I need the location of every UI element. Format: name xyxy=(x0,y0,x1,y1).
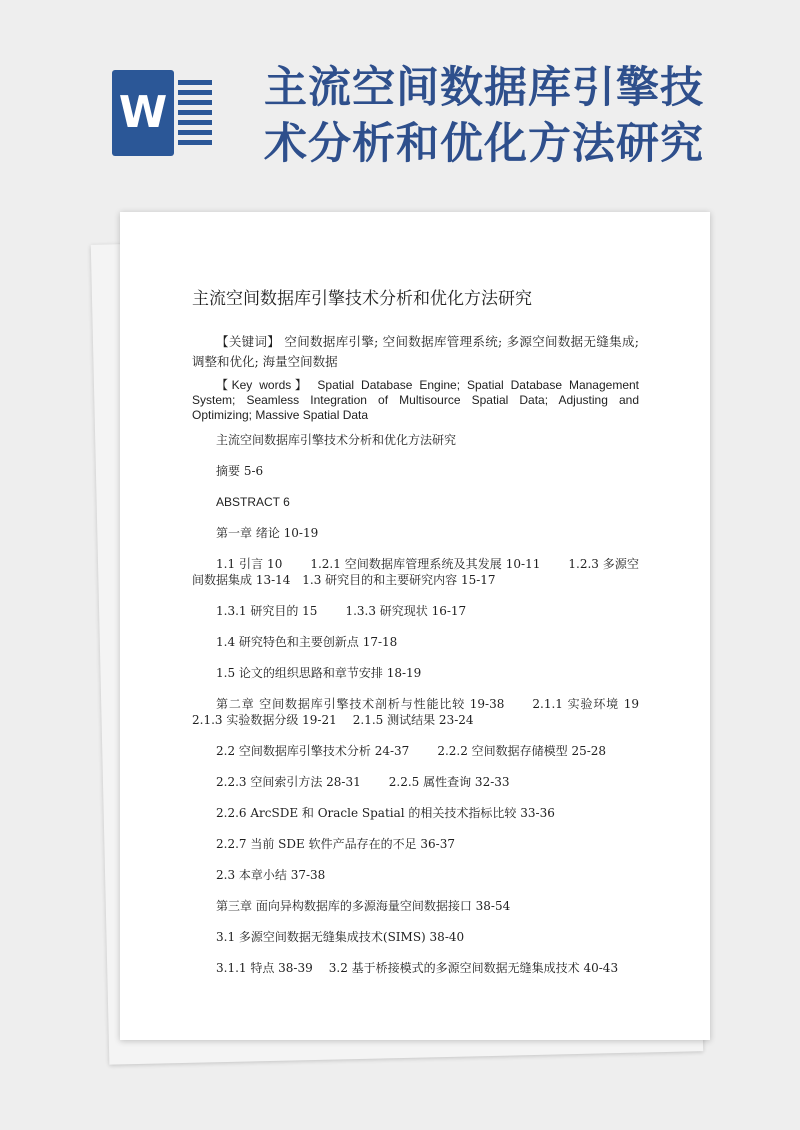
toc-entry: 2.2.6 ArcSDE 和 Oracle Spatial 的相关技术指标比较 33-36 xyxy=(216,806,555,820)
toc-entry: 2.2.7 当前 SDE 软件产品存在的不足 36-37 xyxy=(216,837,455,851)
toc-entry: 2.1.1 实验环境 19 xyxy=(532,697,639,711)
toc-line xyxy=(192,960,639,976)
toc-entry: ABSTRACT 6 xyxy=(216,495,290,509)
toc-entry: 2.2.5 属性查询 32-33 xyxy=(388,775,510,789)
toc-line xyxy=(192,634,639,650)
toc-line xyxy=(192,696,639,728)
toc-entry: 1.3 研究目的和主要研究内容 15-17 xyxy=(302,573,496,587)
toc-line xyxy=(192,603,639,619)
toc-line xyxy=(192,665,639,681)
toc-entry: 2.2.2 空间数据存储模型 25-28 xyxy=(437,744,607,758)
toc-line xyxy=(192,929,639,945)
toc-entry: 1.2.3 多源空间数据集成 13-14 xyxy=(192,557,639,587)
toc-line xyxy=(192,774,639,790)
toc-line xyxy=(192,836,639,852)
banner-title: 主流空间数据库引擎技术分析和优化方法研究 xyxy=(264,63,704,169)
toc-entry: 1.3.3 研究现状 16-17 xyxy=(345,604,467,618)
toc-entry: 第三章 面向异构数据库的多源海量空间数据接口 38-54 xyxy=(216,899,511,913)
toc-entry: 第一章 绪论 10-19 xyxy=(216,526,319,540)
toc-line xyxy=(192,556,639,588)
document-page xyxy=(120,212,710,1040)
toc-entry: 2.2.3 空间索引方法 28-31 xyxy=(216,775,361,789)
toc-line xyxy=(192,463,639,479)
toc-entry: 1.1 引言 10 xyxy=(216,557,283,571)
toc-entry: 3.1 多源空间数据无缝集成技术(SIMS) 38-40 xyxy=(216,930,465,944)
toc-entry: 1.4 研究特色和主要创新点 17-18 xyxy=(216,635,398,649)
toc-entry: 2.1.5 测试结果 23-24 xyxy=(352,713,474,727)
toc-line xyxy=(192,898,639,914)
toc-entry: 1.5 论文的组织思路和章节安排 18-19 xyxy=(216,666,422,680)
toc-entry: 1.3.1 研究目的 15 xyxy=(216,604,318,618)
word-logo-lines xyxy=(178,80,212,150)
toc-entry: 2.2 空间数据库引擎技术分析 24-37 xyxy=(216,744,410,758)
keywords-chinese: 【关键词】 空间数据库引擎; 空间数据库管理系统; 多源空间数据无缝集成; 调整和优化; 海量空间数据 xyxy=(192,334,639,369)
keywords-english: 【Key words】 Spatial Database Engine; Spatial Database Management System; Seamless Integration of Multisource Spatial Data; Adjusting and Optimizing; Massive Spatial Data xyxy=(192,378,639,422)
toc-line xyxy=(192,805,639,821)
toc-entry: 摘要 5-6 xyxy=(216,464,264,478)
document-title: 主流空间数据库引擎技术分析和优化方法研究 xyxy=(192,289,532,309)
table-of-contents xyxy=(192,432,639,991)
word-logo-letter: W xyxy=(112,70,174,156)
toc-entry: 第二章 空间数据库引擎技术剖析与性能比较 19-38 xyxy=(216,697,505,711)
toc-entry: 1.2.1 空间数据库管理系统及其发展 10-11 xyxy=(310,557,541,571)
toc-entry: 2.3 本章小结 37-38 xyxy=(216,868,326,882)
toc-line xyxy=(192,525,639,541)
toc-entry: 3.1.1 特点 38-39 xyxy=(216,961,313,975)
toc-line xyxy=(192,867,639,883)
toc-entry: 2.1.3 实验数据分级 19-21 xyxy=(192,713,337,727)
toc-line xyxy=(192,743,639,759)
word-logo xyxy=(112,70,212,156)
toc-line xyxy=(192,494,639,510)
toc-entry: 主流空间数据库引擎技术分析和优化方法研究 xyxy=(216,433,457,447)
toc-line xyxy=(192,432,639,448)
toc-entry: 3.2 基于桥接模式的多源空间数据无缝集成技术 40-43 xyxy=(328,961,619,975)
